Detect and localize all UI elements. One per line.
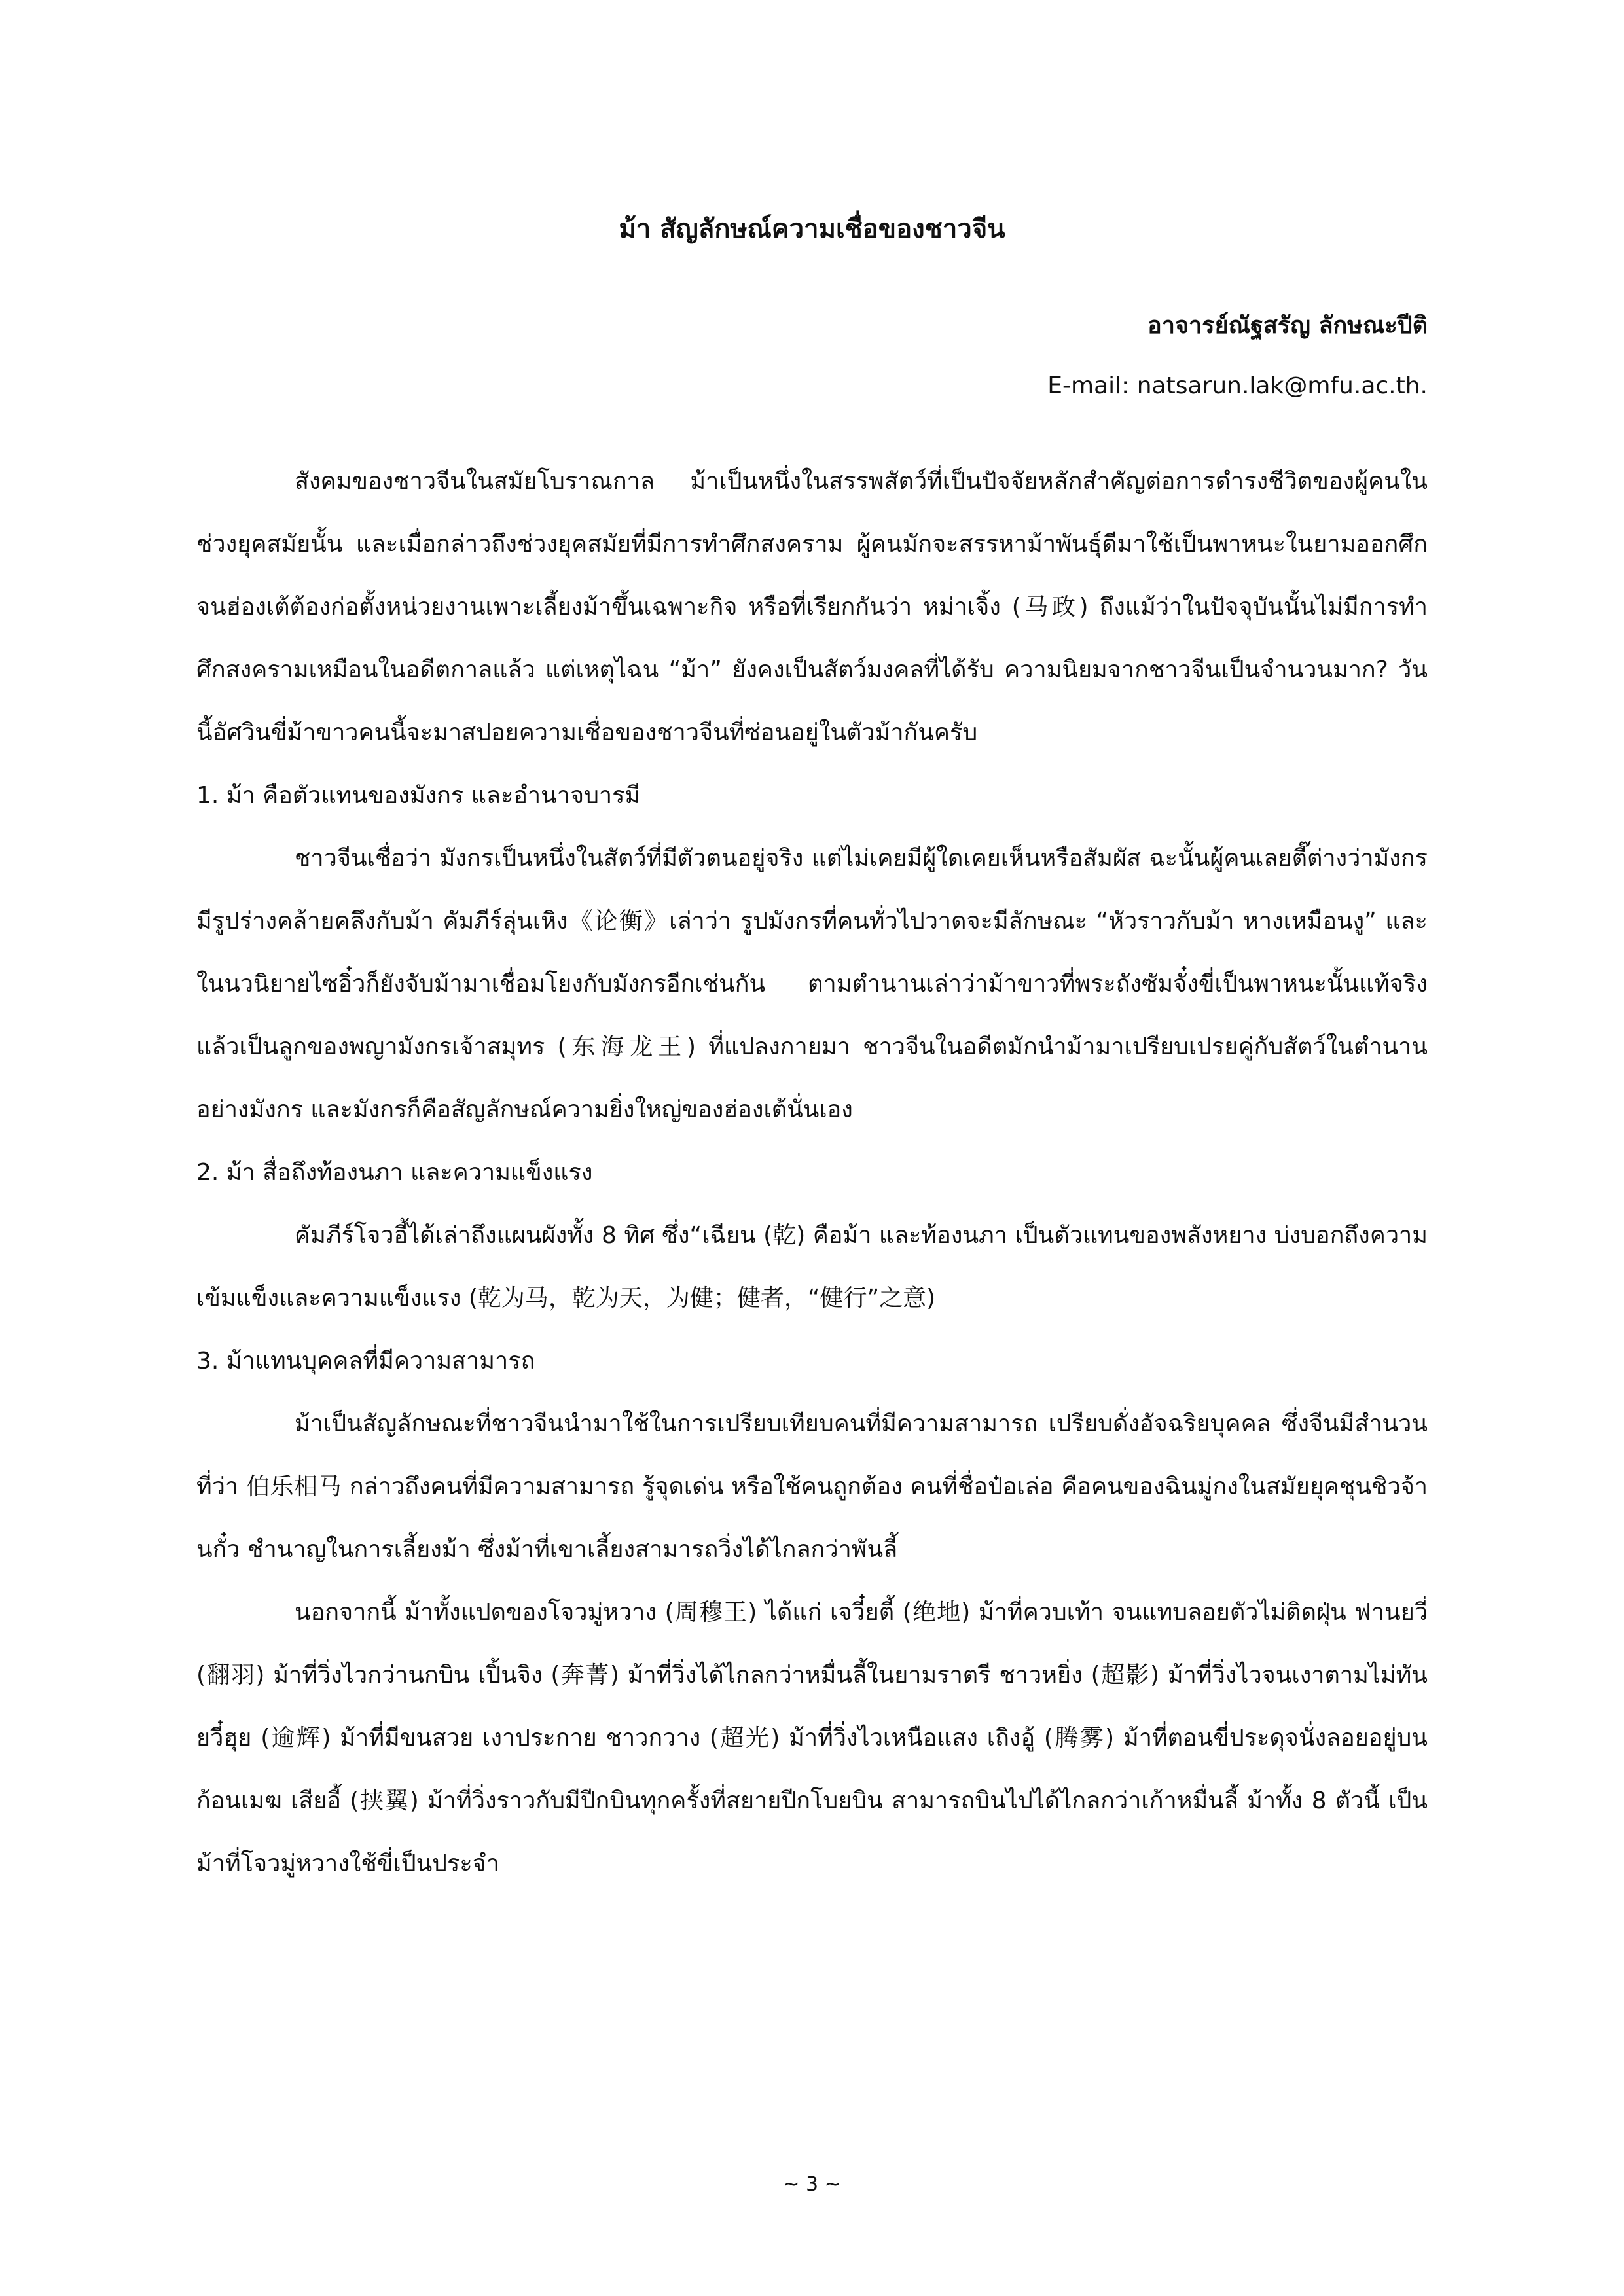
author-email: E-mail: natsarun.lak@mfu.ac.th. bbox=[1047, 372, 1428, 399]
section-3-paragraph: ม้าเป็นสัญลักษณะที่ชาวจีนนำมาใช้ในการเปรียบเทียบคนที่มีความสามารถ เปรียบดั่งอัจฉริยบุคคล ซึ่งจีนมีสำนวนที่ว่า 伯乐相马 กล่าวถึงคนที่มีความสามารถ รู้จุดเด่น หรือใช้คนถูกต้อง คนที่ชื่อป๋อเล่อ คือคนของฉินมู่กงในสมัยยุคชุนชิวจ้านกั๋ว ชำนาญในการเลี้ยงม้า ซึ่งม้าที่เขาเลี้ยงสามารถวิ่งได้ไกลกว่าพันลี้ bbox=[196, 1410, 1428, 1563]
section-heading-2: 2. ม้า สื่อถึงท้องนภา และความแข็งแรง bbox=[196, 1159, 593, 1186]
author-name: อาจารย์ณัฐสรัญ ลักษณะปีติ bbox=[1147, 312, 1428, 339]
article-body bbox=[196, 450, 1428, 1895]
page-number: ~ 3 ~ bbox=[783, 2173, 841, 2196]
page-title: ม้า สัญลักษณ์ความเชื่อของชาวจีน bbox=[619, 214, 1005, 244]
section-3-paragraph-2: นอกจากนี้ ม้าทั้งแปดของโจวมู่หวาง (周穆王) ได้แก่ เจวี๋ยตี้ (绝地) ม้าที่ควบเท้า จนแทบลอยตัวไม่ติดฝุ่น ฟานยวี่ (翻羽) ม้าที่วิ่งไวกว่านกบิน เปิ้นจิง (奔菁) ม้าที่วิ่งได้ไกลกว่าหมื่นลี้ในยามราตรี ชาวหยิ่ง (超影) ม้าที่วิ่งไวจนเงาตามไม่ทัน ยวี๋ฮุย (逾辉) ม้าที่มีขนสวย เงาประกาย ชาวกวาง (超光) ม้าที่วิ่งไวเหนือแสง เถิงอู้ (腾雾) ม้าที่ตอนขี่ประดุจนั่งลอยอยู่บนก้อนเมฆ เสียอี้ (挟翼) ม้าที่วิ่งราวกับมีปีกบินทุกครั้งที่สยายปีกโบยบิน สามารถบินไปได้ไกลกว่าเก้าหมื่นลี้ ม้าทั้ง 8 ตัวนี้ เป็นม้าที่โจวมู่หวางใช้ขี่เป็นประจำ bbox=[196, 1599, 1428, 1877]
section-heading-1: 1. ม้า คือตัวแทนของมังกร และอำนาจบารมี bbox=[196, 782, 641, 809]
section-2-paragraph: คัมภีร์โจวอี้ได้เล่าถึงแผนผังทั้ง 8 ทิศ ซึ่ง“เฉียน (乾) คือม้า และท้องนภา เป็นตัวแทนของพลังหยาง บ่งบอกถึงความเข้มแข็งและความแข็งแรง (乾为马，乾为天，为健；健者，“健行”之意) bbox=[196, 1222, 1428, 1312]
intro-paragraph: สังคมของชาวจีนในสมัยโบราณกาล ม้าเป็นหนึ่งในสรรพสัตว์ที่เป็นปัจจัยหลักสำคัญต่อการดำรงชีวิตของผู้คนในช่วงยุคสมัยนั้น และเมื่อกล่าวถึงช่วงยุคสมัยที่มีการทำศึกสงคราม ผู้คนมักจะสรรหาม้าพันธุ์ดีมาใช้เป็นพาหนะในยามออกศึก จนฮ่องเต้ต้องก่อตั้งหน่วยงานเพาะเลี้ยงม้าขึ้นเฉพาะกิจ หรือที่เรียกกันว่า หม่าเจิ้ง (马政) ถึงแม้ว่าในปัจจุบันนั้นไม่มีการทำศึกสงครามเหมือนในอดีตกาลแล้ว แต่เหตุไฉน “ม้า” ยังคงเป็นสัตว์มงคลที่ได้รับ ความนิยมจากชาวจีนเป็นจำนวนมาก? วันนี้อัศวินขี่ม้าขาวคนนี้จะมาสปอยความเชื่อของชาวจีนที่ซ่อนอยู่ในตัวม้ากันครับ bbox=[196, 468, 1428, 746]
section-heading-3: 3. ม้าแทนบุคคลที่มีความสามารถ bbox=[196, 1348, 535, 1374]
section-1-paragraph: ชาวจีนเชื่อว่า มังกรเป็นหนึ่งในสัตว์ที่มีตัวตนอยู่จริง แต่ไม่เคยมีผู้ใดเคยเห็นหรือสัมผัส ฉะนั้นผู้คนเลยตี๊ต่างว่ามังกรมีรูปร่างคล้ายคลึงกับม้า คัมภีร์ลุ่นเหิง《论衡》เล่าว่า รูปมังกรที่คนทั่วไปวาดจะมีลักษณะ “หัวราวกับม้า หางเหมือนงู” และในนวนิยายไซอิ๋วก็ยังจับม้ามาเชื่อมโยงกับมังกรอีกเช่นกัน ตามตำนานเล่าว่าม้าขาวที่พระถังซัมจั๋งขี่เป็นพาหนะนั้นแท้จริงแล้วเป็นลูกของพญามังกรเจ้าสมุทร (东海龙王) ที่แปลงกายมา ชาวจีนในอดีตมักนำม้ามาเปรียบเปรยคู่กับสัตว์ในตำนานอย่างมังกร และมังกรก็คือสัญลักษณ์ความยิ่งใหญ่ของฮ่องเต้นั่นเอง bbox=[196, 845, 1428, 1123]
